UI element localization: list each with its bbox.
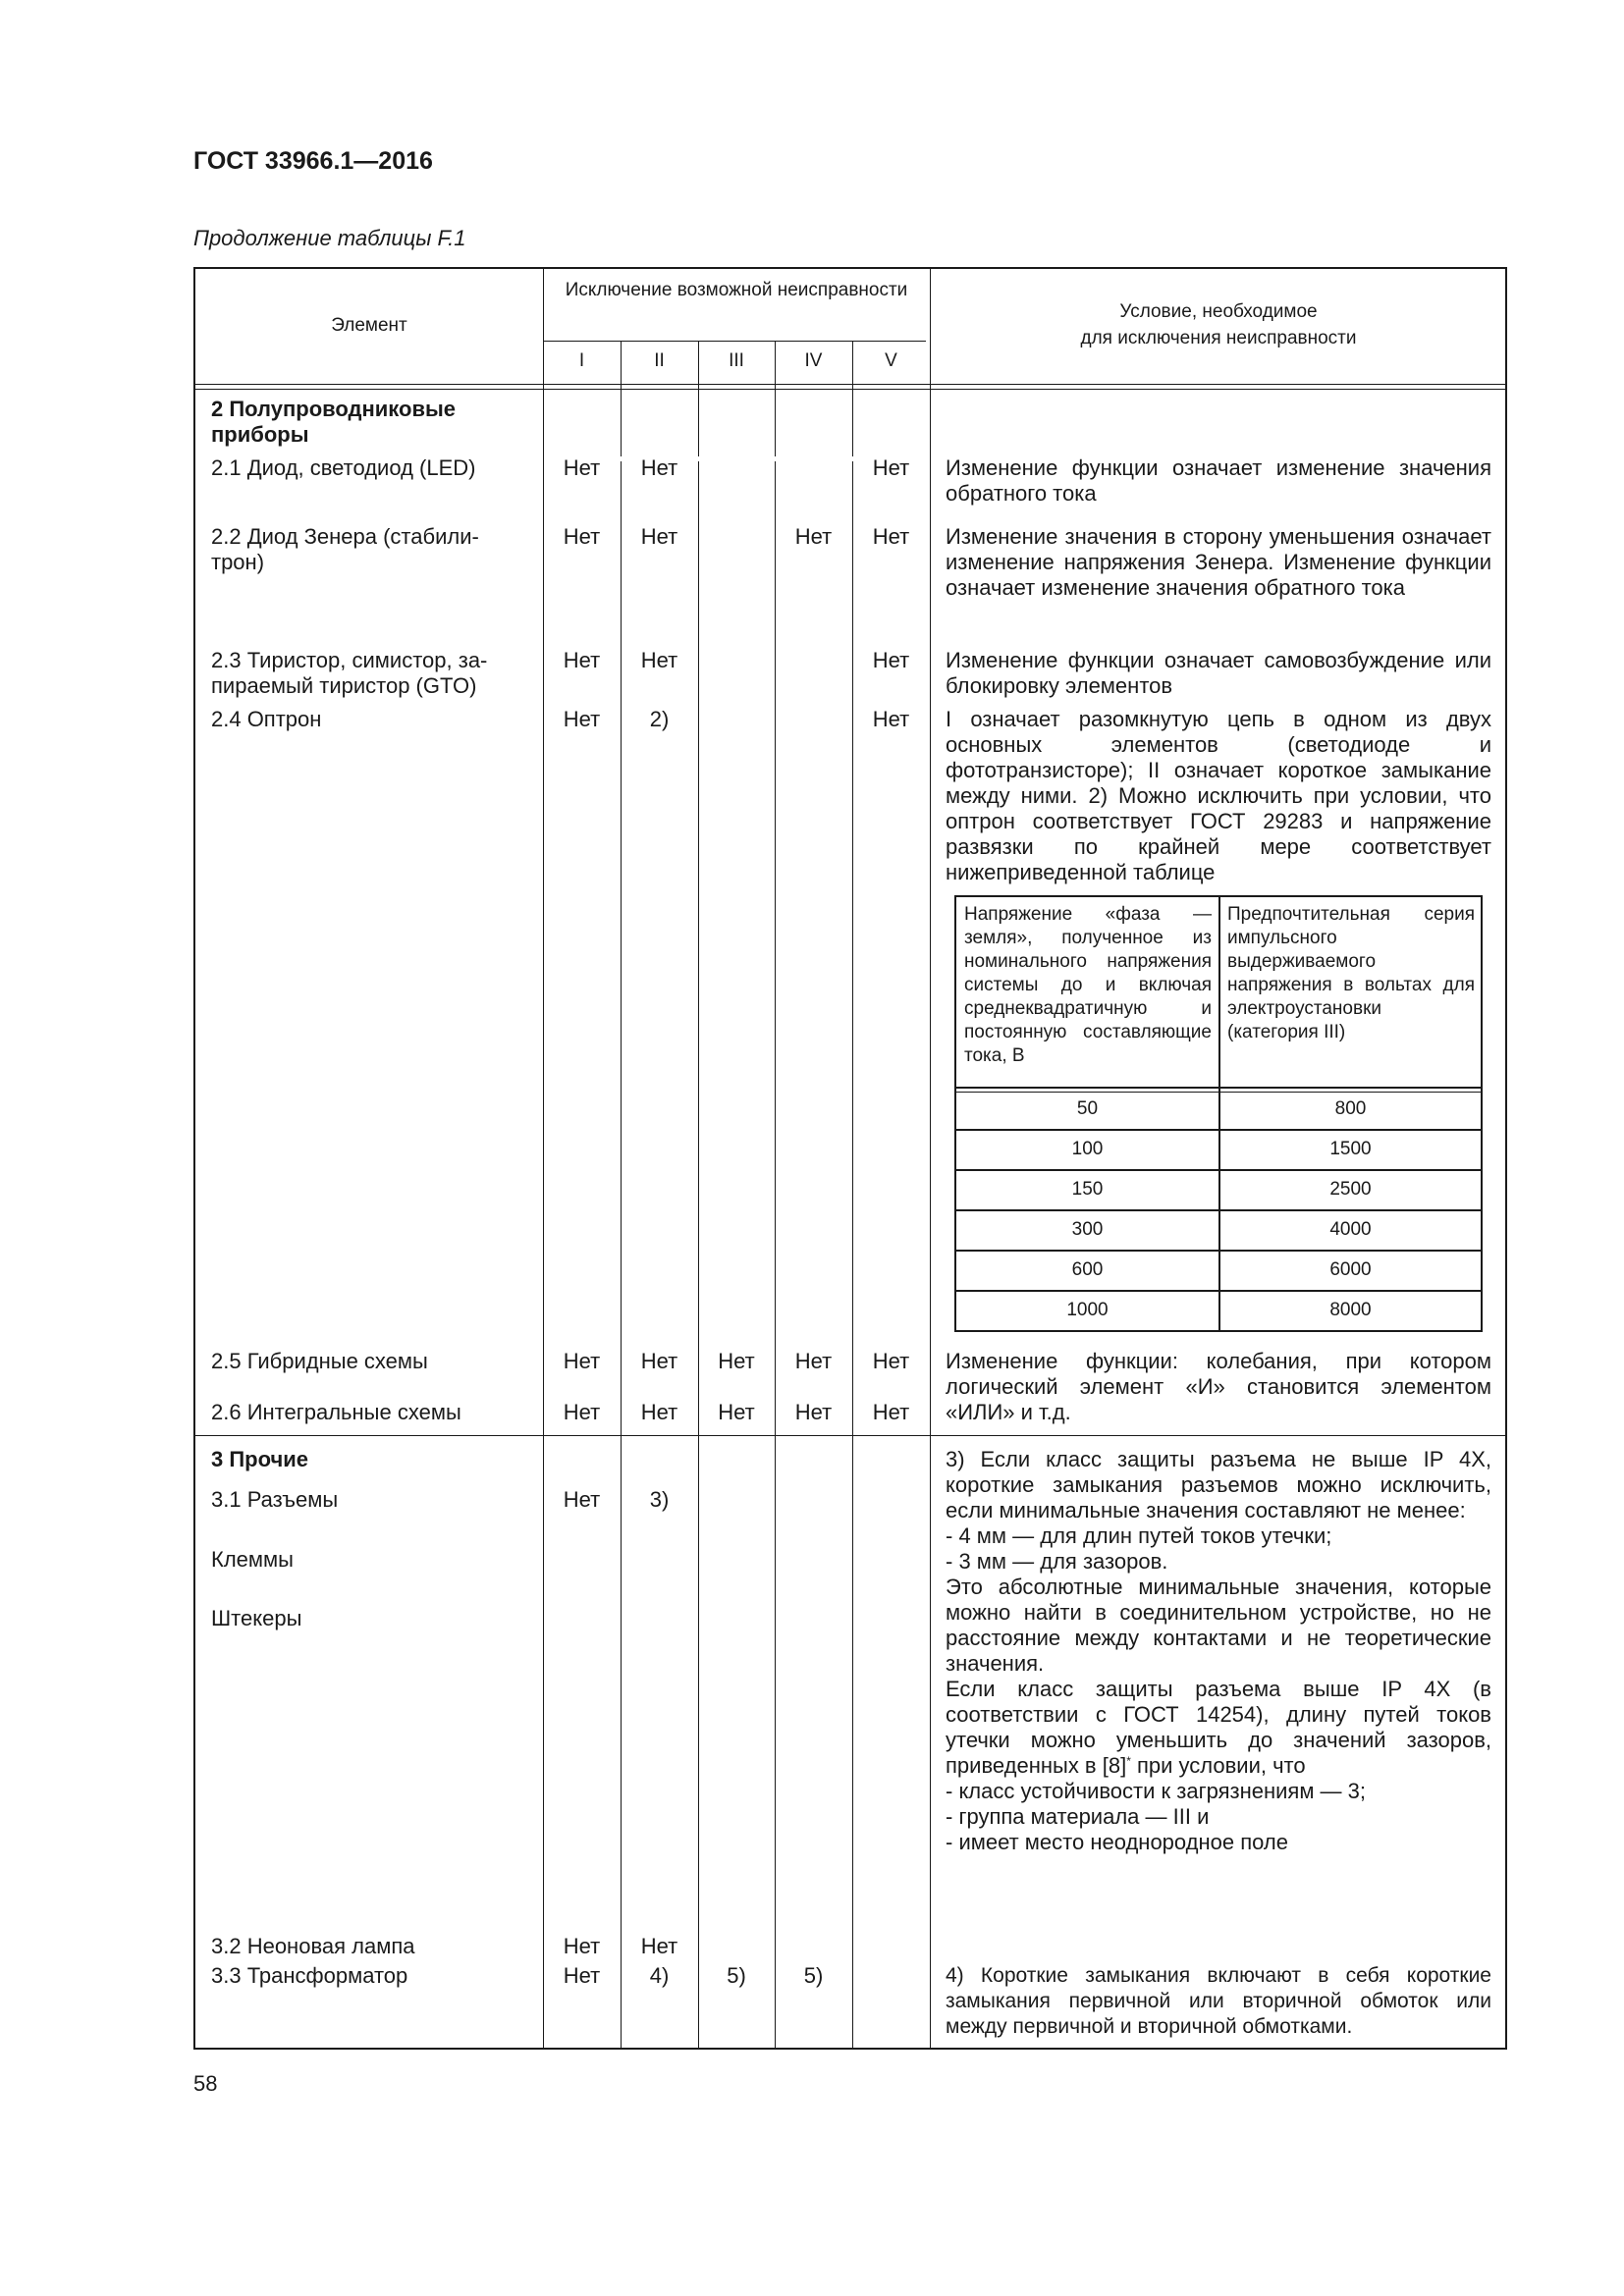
condition-text-connectors: [946, 1447, 1491, 1855]
subtable-row-divider: [956, 1169, 1481, 1171]
cell-col-4: Нет: [794, 1349, 833, 1373]
cell-col-2: Нет: [640, 1400, 678, 1424]
section-title: 2 Полупроводниковые: [211, 397, 457, 421]
cell-col-2: Нет: [640, 1349, 678, 1373]
table-f1: [193, 267, 1507, 2050]
footnote-marker: *: [1126, 1754, 1131, 1768]
col-divider: [775, 461, 776, 2048]
condition-paragraph: 3) Если класс защиты разъема не выше IP 4X, короткие замыкания разъемов можно исключить, если минимальные значения составляют не менее:: [946, 1447, 1491, 1522]
condition-paragraph: Это абсолютные минимальные значения, которые можно найти в соединительном устройстве, но не расстояние между контактами и не теоретические значения.: [946, 1575, 1491, 1676]
condition-text: Изменение функции означает изменение значения обратного тока: [946, 455, 1491, 506]
header-element: Элемент: [331, 315, 407, 336]
section-divider: [195, 1435, 1505, 1436]
cell-col-1: Нет: [563, 524, 601, 549]
element-name: 2.4 Оптрон: [211, 707, 322, 731]
cell-col-2: Нет: [640, 648, 678, 672]
section-title: 3 Прочие: [211, 1447, 309, 1471]
subtable-row-divider: [956, 1129, 1481, 1131]
cell-col-2: Нет: [640, 455, 678, 480]
cell-col-2: Нет: [640, 1934, 678, 1958]
subtable-cell: 1500: [1329, 1139, 1372, 1159]
condition-text: Изменение функции означает самовозбуждение или блокировку элементов: [946, 648, 1491, 698]
col-divider: [852, 461, 853, 2048]
element-name: Клеммы: [211, 1547, 294, 1572]
element-name: 2.5 Гибридные схемы: [211, 1349, 428, 1373]
cell-col-5: Нет: [872, 707, 910, 731]
condition-text-span: при условии, что: [1130, 1753, 1306, 1778]
subtable-cell: 2500: [1329, 1179, 1372, 1200]
header-exclusion: Исключение возможной неисправности: [565, 280, 908, 300]
element-name: трон): [211, 550, 265, 574]
section-title: приборы: [211, 422, 309, 447]
subtable-cell: 300: [1071, 1219, 1104, 1240]
condition-paragraph: [946, 1677, 1491, 1779]
subtable-cell: 8000: [1329, 1300, 1372, 1320]
subtable-cell: 50: [1076, 1098, 1099, 1119]
subtable-cell: 4000: [1329, 1219, 1372, 1240]
document-title: ГОСТ 33966.1—2016: [193, 147, 433, 175]
cell-col-1: Нет: [563, 455, 601, 480]
subtable-header-divider: [956, 1087, 1481, 1089]
isolation-voltage-subtable: [954, 895, 1483, 1332]
subtable-header-impulse: Предпочтительная серия импульсного выдерживаемого напряжения в вольтах для электроустановки (категория III): [1227, 904, 1475, 1042]
cell-col-4: Нет: [794, 524, 833, 549]
element-name: пираемый тиристор (GTO): [211, 673, 477, 698]
condition-text-span: Если класс защиты разъема выше IP 4X (в соответствии с ГОСТ 14254), длину путей токов утечки можно уменьшить до значений зазоров, приведенных в [8]: [946, 1677, 1491, 1778]
cell-col-1: Нет: [563, 1487, 601, 1512]
cell-col-1: Нет: [563, 1349, 601, 1373]
element-name: 3.1 Разъемы: [211, 1487, 339, 1512]
subtable-header-divider-double: [956, 1092, 1481, 1093]
subtable-header-voltage: Напряжение «фаза — земля», полученное из номинального напряжения системы до и включая среднеквадратичную и постоянную составляющие тока, В: [964, 904, 1212, 1066]
condition-text: I означает разомкнутую цепь в одном из двух основных элементов (светодиоде и фототранзисторе); II означает короткое замыкание между ними. 2) Можно исключить при условии, что оптрон соответствует ГОСТ 29283 и напряжение развязки по крайней мере соответствует нижеприведенной таблице: [946, 707, 1491, 884]
cell-col-4: 5): [803, 1963, 824, 1988]
element-name: 3.3 Трансформатор: [211, 1963, 408, 1988]
cell-col-3: Нет: [718, 1349, 755, 1373]
condition-text: 4) Короткие замыкания включают в себя короткие замыкания первичной или вторичной обмоток или между первичной и вторичной обмотками.: [946, 1964, 1491, 2038]
condition-paragraph: - класс устойчивости к загрязнениям — 3;: [946, 1779, 1367, 1803]
cell-col-2: Нет: [640, 524, 678, 549]
header-divider-double: [195, 389, 1505, 390]
cell-col-4: Нет: [794, 1400, 833, 1424]
subtable-cell: 1000: [1066, 1300, 1109, 1320]
element-name: 2.6 Интегральные схемы: [211, 1400, 461, 1424]
subtable-cell: 150: [1071, 1179, 1104, 1200]
subtable-row-divider: [956, 1290, 1481, 1292]
subtable-row-divider: [956, 1250, 1481, 1252]
condition-paragraph: - группа материала — III и: [946, 1804, 1210, 1829]
cell-col-2: 3): [649, 1487, 670, 1512]
element-name: 3.2 Неоновая лампа: [211, 1934, 415, 1958]
cell-col-1: Нет: [563, 707, 601, 731]
subtable-cell: 100: [1071, 1139, 1104, 1159]
subtable-row-divider: [956, 1209, 1481, 1211]
header-col-5: V: [885, 350, 897, 371]
col-divider: [698, 461, 699, 2048]
cell-col-5: Нет: [872, 455, 910, 480]
cell-col-5: Нет: [872, 1400, 910, 1424]
col-divider: [930, 269, 931, 2048]
header-sub-divider: [543, 341, 926, 342]
cell-col-2: 2): [649, 707, 670, 731]
subtable-cell: 800: [1334, 1098, 1367, 1119]
cell-col-1: Нет: [563, 1963, 601, 1988]
header-col-1: I: [578, 350, 585, 371]
cell-col-5: Нет: [872, 1349, 910, 1373]
element-name: 2.1 Диод, светодиод (LED): [211, 455, 476, 480]
element-name: Штекеры: [211, 1606, 302, 1630]
col-divider: [621, 461, 622, 2048]
element-name: 2.2 Диод Зенера (стабили-: [211, 524, 479, 549]
cell-col-1: Нет: [563, 1400, 601, 1424]
page-number: 58: [193, 2071, 218, 2096]
cell-col-1: Нет: [563, 1934, 601, 1958]
cell-col-5: Нет: [872, 524, 910, 549]
cell-col-3: Нет: [718, 1400, 755, 1424]
condition-text: Изменение функции: колебания, при котором логический элемент «И» становится элементом «ИЛИ» и т.д.: [946, 1349, 1491, 1424]
header-col-2: II: [654, 350, 665, 371]
condition-paragraph: - имеет место неоднородное поле: [946, 1830, 1288, 1854]
cell-col-3: 5): [727, 1963, 746, 1988]
cell-col-1: Нет: [563, 648, 601, 672]
header-col-3: III: [729, 350, 744, 371]
header-condition-line2: для исключения неисправности: [1080, 328, 1357, 348]
subtable-cell: 6000: [1329, 1259, 1372, 1280]
element-name: 2.3 Тиристор, симистор, за-: [211, 648, 488, 672]
header-col-4: IV: [804, 350, 823, 371]
header-divider: [195, 384, 1505, 385]
condition-text: Изменение значения в сторону уменьшения означает изменение напряжения Зенера. Изменение функции означает изменение значения обратного тока: [946, 524, 1491, 600]
header-condition: [930, 298, 1507, 351]
header-condition-line1: Условие, необходимое: [1119, 301, 1318, 322]
cell-col-5: Нет: [872, 648, 910, 672]
subtable-cell: 600: [1071, 1259, 1104, 1280]
table-continuation-label: Продолжение таблицы F.1: [193, 226, 466, 250]
condition-paragraph: - 4 мм — для длин путей токов утечки;: [946, 1523, 1332, 1548]
cell-col-2: 4): [649, 1963, 670, 1988]
condition-paragraph: - 3 мм — для зазоров.: [946, 1549, 1168, 1574]
